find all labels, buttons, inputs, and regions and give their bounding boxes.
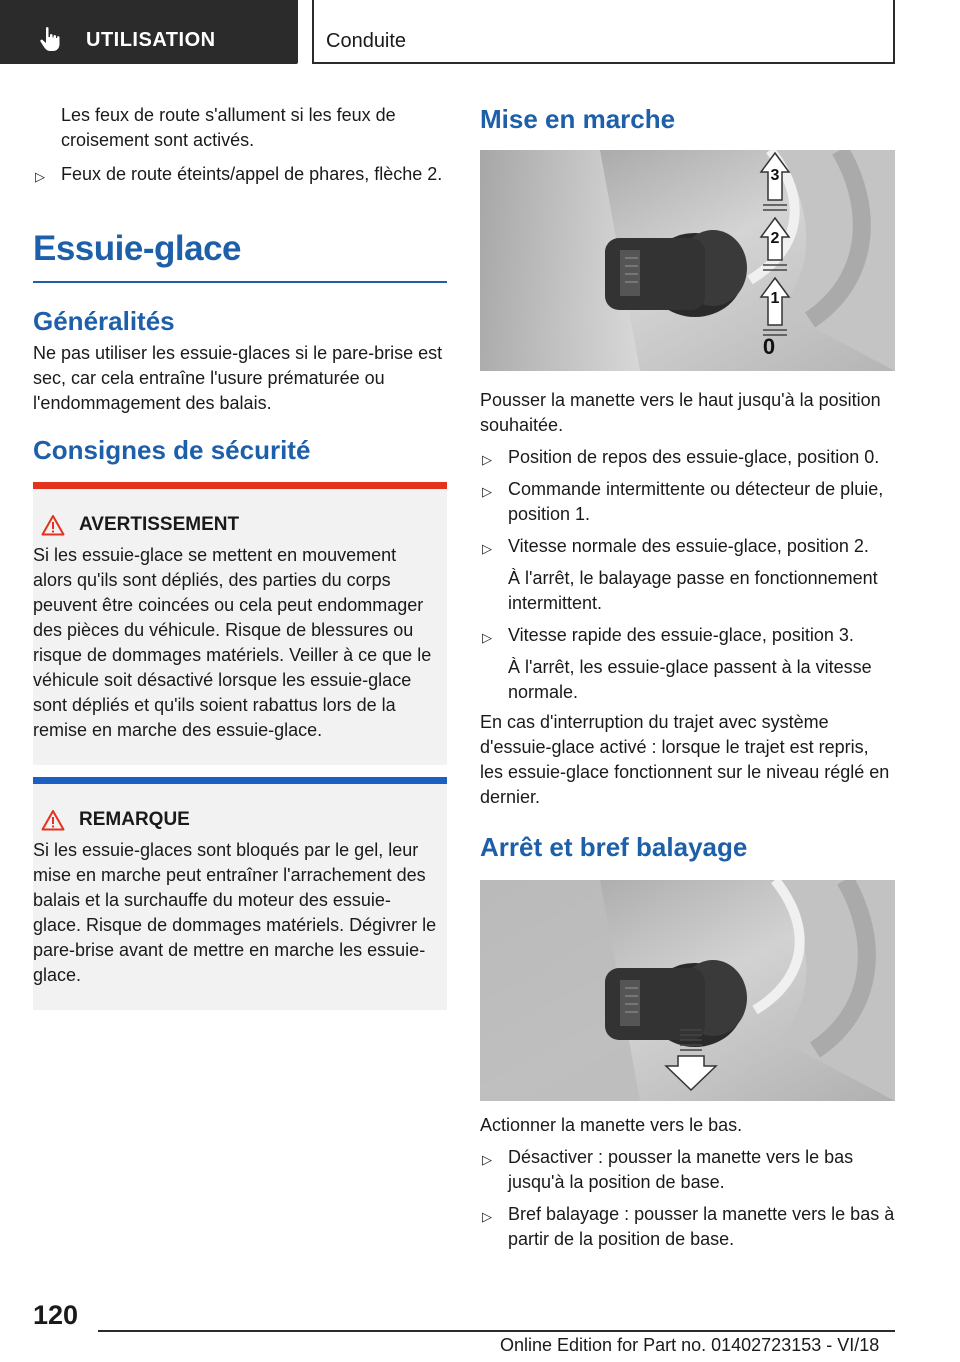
warning-title: AVERTISSEMENT [79,514,240,535]
general-heading: Généralités [33,306,175,336]
section-label: UTILISATION [86,29,216,51]
on-heading: Mise en marche [480,104,676,134]
note-title: REMARQUE [79,809,190,830]
page-header [0,0,960,66]
chapter-title-box [312,0,895,64]
note-title-row [33,808,447,832]
stop-heading: Arrêt et bref balayage [480,832,748,862]
list-item [33,162,447,187]
list-item [480,477,895,527]
triangle-bullet-icon: ▷ [482,1209,492,1224]
list-item [480,534,895,559]
high-beam-text: Les feux de route s'allument si les feux de croisement sont activés. [61,105,396,150]
warning-box [33,482,447,765]
list-item-subtext: À l'arrêt, les essuie-glace passent à la vitesse normale. [508,657,872,702]
list-item-text: Bref balayage : pousser la manette vers le bas à partir de la position de base. [508,1204,895,1249]
warning-title-row [33,513,447,537]
triangle-bullet-icon: ▷ [482,541,492,556]
triangle-bullet-icon: ▷ [482,484,492,499]
triangle-bullet-icon: ▷ [482,630,492,645]
list-item-subtext: À l'arrêt, le balayage passe en fonctionnement intermittent. [508,568,878,613]
wiper-stalk-up-figure [480,150,895,371]
edition-text: Online Edition for Part no. 01402723153 - VI/18 [500,1335,880,1355]
note-text: Si les essuie-glaces sont bloqués par le gel, leur mise en marche peut entraîner l'arrachement des balais et la surchauffe du moteur des essuie-glace. Risque de dommages matériels. Dégivrer le pare-brise avant de mettre en marche les essuie-glace. [33,840,437,985]
wiper-stalk-down-figure [480,880,895,1101]
hand-pointer-icon [38,26,64,52]
triangle-bullet-icon: ▷ [482,452,492,467]
warning-triangle-icon [41,809,65,831]
page-title: Essuie-glace [33,229,447,283]
list-item [480,445,895,470]
right-column [480,100,895,1252]
list-item-text: Vitesse rapide des essuie-glace, position 3. [508,625,854,645]
triangle-bullet-icon: ▷ [482,1152,492,1167]
warning-triangle-icon [41,514,65,536]
position-label-2: 2 [770,230,780,247]
position-label-1: 1 [770,290,780,307]
chapter-title: Conduite [326,30,407,52]
interruption-text: En cas d'interruption du trajet avec système d'essuie-glace activé : lorsque le trajet est repris, les essuie-glace fonctionnent sur le niveau réglé en dernier. [480,712,890,807]
triangle-bullet-icon: ▷ [35,169,45,184]
position-label-3: 3 [770,167,780,184]
list-item [480,1202,895,1252]
note-box [33,777,447,1010]
list-item-text: Position de repos des essuie-glace, position 0. [508,447,880,467]
general-text: Ne pas utiliser les essuie-glaces si le pare-brise est sec, car cela entraîne l'usure prématurée ou l'endommagement des balais. [33,343,443,413]
page-number: 120 [33,1300,79,1330]
section-tab [0,0,298,64]
safety-heading: Consignes de sécurité [33,435,311,465]
left-column [33,100,447,1010]
list-item-text: Vitesse normale des essuie-glace, position 2. [508,536,869,556]
footer-divider [98,1330,895,1332]
list-item-text: Désactiver : pousser la manette vers le bas jusqu'à la position de base. [508,1147,854,1192]
stop-intro: Actionner la manette vers le bas. [480,1115,743,1135]
list-item [480,1145,895,1195]
on-intro: Pousser la manette vers le haut jusqu'à la position souhaitée. [480,390,881,435]
list-item-text: Feux de route éteints/appel de phares, flèche 2. [61,164,443,184]
list-item-text: Commande intermittente ou détecteur de pluie, position 1. [508,479,884,524]
warning-text: Si les essuie-glace se mettent en mouvement alors qu'ils sont dépliés, des parties du corps peuvent être coincées ou cela peut endommager des pièces du véhicule. Risque de blessures ou risque de dommages matériels. Veiller à ce que le véhicule soit désactivé lorsque les essuie-glace sont dépliés et qu'ils soient rabattus lors de la remise en marche des essuie-glace. [33,545,432,740]
position-label-0: 0 [762,334,776,359]
list-item [480,623,895,648]
